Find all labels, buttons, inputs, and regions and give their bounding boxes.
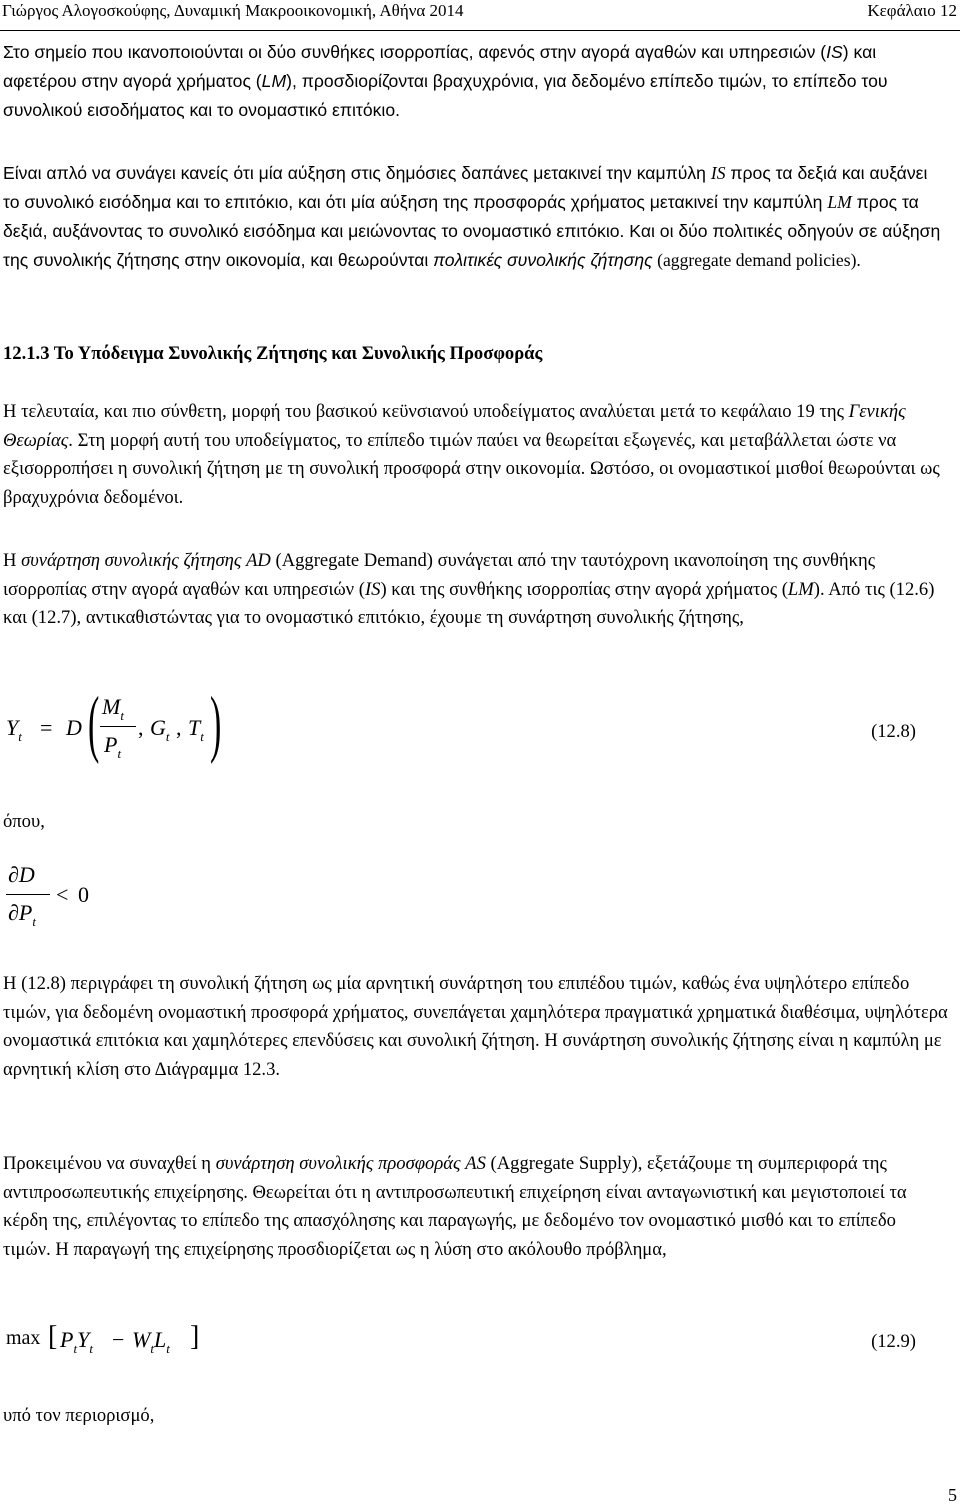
- equation-number-12-9: (12.9): [871, 1331, 916, 1352]
- section-heading: 12.1.3 Το Υπόδειγμα Συνολικής Ζήτησης και Συνολικής Προσφοράς: [3, 343, 543, 364]
- equation-profit-max: max [ $P_tY_t$ − $W_tL_t$ ]: [6, 1321, 200, 1356]
- equation-number-12-8: (12.8): [871, 721, 916, 742]
- header-chapter: Κεφάλαιο 12: [867, 1, 957, 20]
- equation-aggregate-demand: $Y_t$ = D ( $M_t$ $P_t$ , $G_t$ , $T_t$ ): [6, 684, 222, 766]
- paragraph-demand-slope: Η (12.8) περιγράφει τη συνολική ζήτηση ως μία αρνητική συνάρτηση του επιπέδου τιμών, καθώς ένα υψηλότερο επίπεδο τιμών, για δεδομένη ονομαστική προσφορά χρήματος, συνεπάγεται χαμηλότερα πραγματικά χρηματικά διαθέσιμα, υψηλότερα ονομαστικά επιτόκια και χαμηλότερες επενδύσεις και συνολική ζήτηση. Η συνάρτηση συνολικής ζήτησης είναι η καμπύλη με αρνητική κλίση στο Διάγραμμα 12.3.: [3, 973, 948, 1080]
- page-number: 5: [948, 1485, 957, 1505]
- paragraph-policies: Είναι απλό να συνάγει κανείς ότι μία αύξηση στις δημόσιες δαπάνες μετακινεί την καμπύλη IS προς τα δεξιά και αυξάνει το συνολικό εισόδημα και το επιτόκιο, και ότι μία αύξηση της προσφοράς χρήματος μετακινεί την καμπύλη LM προς τα δεξιά, αυξάνοντας το συνολικό εισόδημα και μειώνοντας το ονομαστικό επιτόκιο. Και οι δύο πολιτικές οδηγούν σε αύξηση της συνολικής ζήτησης στην οικονομία, και θεωρούνται πολιτικές συνολικής ζήτησης (aggregate demand policies).: [3, 163, 941, 270]
- text-where: όπου,: [3, 811, 45, 832]
- paragraph-equilibrium: Στο σημείο που ικανοποιούνται οι δύο συνθήκες ισορροπίας, αφενός στην αγορά αγαθών και υπηρεσιών (IS) και αφετέρου στην αγορά χρήματος (LM), προσδιορίζονται βραχυχρόνια, για δεδομένο επίπεδο τιμών, το επίπεδο του συνολικού εισοδήματος και το ονομαστικό επιτόκιο.: [3, 42, 888, 120]
- running-header: [0, 0, 960, 31]
- paragraph-aggregate-supply: Προκειμένου να συναχθεί η συνάρτηση συνολικής προσφοράς AS (Aggregate Supply), εξετάζουμε τη συμπεριφορά της αντιπροσωπευτικής επιχείρησης. Θεωρείται ότι η αντιπροσωπευτική επιχείρηση είναι ανταγωνιστική και μεγιστοποιεί τα κέρδη της, επιλέγοντας το επίπεδο της απασχόλησης και παραγωγής, με δεδομένο τον ονομαστικό μισθό και το επίπεδο τιμών. Η παραγωγή της επιχείρησης προσδιορίζεται ως η λύση στο ακόλουθο πρόβλημα,: [3, 1153, 907, 1260]
- text-constraint: υπό τον περιορισμό,: [3, 1405, 155, 1426]
- header-title: Γιώργος Αλογοσκούφης, Δυναμική Μακροοικονομική, Αθήνα 2014: [2, 1, 464, 20]
- paragraph-aggregate-demand: Η συνάρτηση συνολικής ζήτησης AD (Aggregate Demand) συνάγεται από την ταυτόχρονη ικανοποίηση της συνθήκης ισορροπίας στην αγορά αγαθών και υπηρεσιών (IS) και της συνθήκης ισορροπίας στην αγορά χρήματος (LM). Από τις (12.6) και (12.7), αντικαθιστώντας για το ονομαστικό επιτόκιο, έχουμε τη συνάρτηση συνολικής ζήτησης,: [3, 550, 935, 628]
- equation-partial-derivative: ∂D $\partial P_t$ < 0: [8, 862, 89, 929]
- paragraph-adas-intro: Η τελευταία, και πιο σύνθετη, μορφή του βασικού κεϋνσιανού υποδείγματος αναλύεται μετά το κεφάλαιο 19 της Γενικής Θεωρίας. Στη μορφή αυτή του υποδείγματος, το επίπεδο τιμών παύει να θεωρείται εξωγενές, και μεταβάλλεται ώστε να εξισορροπήσει η συνολική ζήτηση με τη συνολική προσφορά στην οικονομία. Ωστόσο, οι ονομαστικοί μισθοί θεωρούνται ως βραχυχρόνια δεδομένοι.: [3, 401, 940, 508]
